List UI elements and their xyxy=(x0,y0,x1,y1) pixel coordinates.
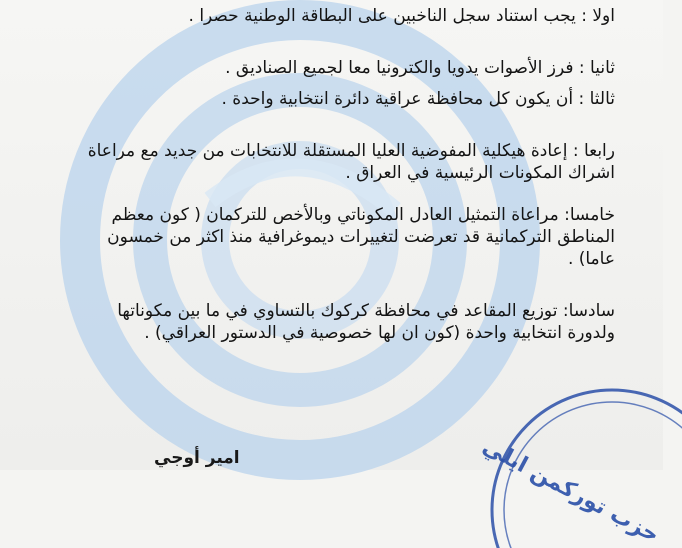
clause-4-line-1: رابعا : إعادة هيكلية المفوضية العليا المستقلة للانتخابات من جديد مع مراعاة xyxy=(87,141,615,161)
clause-4 xyxy=(55,140,615,184)
clause-5 xyxy=(55,204,615,270)
clause-3 xyxy=(55,88,615,110)
stamp-text: حزب توركمن ايلي xyxy=(478,434,664,548)
clause-1 xyxy=(55,5,615,27)
clause-2-line-1: ثانيا : فرز الأصوات يدويا والكترونيا معا لجميع الصناديق . xyxy=(225,58,615,78)
clause-5-line-2: المناطق التركمانية قد تعرضت لتغييرات ديموغرافية منذ اكثر من خمسون xyxy=(107,227,615,247)
clause-5-line-1: خامسا: مراعاة التمثيل العادل المكوناتي وبالأخص للتركمان ( كون معظم xyxy=(111,205,615,225)
signature-name: امير أوجي xyxy=(154,448,240,468)
clause-1-line-1: اولا : يجب استناد سجل الناخبين على البطاقة الوطنية حصرا . xyxy=(188,6,615,26)
clause-4-line-2: اشراك المكونات الرئيسية في العراق . xyxy=(345,163,615,183)
clause-6-line-2: ولدورة انتخابية واحدة (كون ان لها خصوصية في الدستور العراقي) . xyxy=(144,323,615,343)
clause-6 xyxy=(55,300,615,344)
clause-3-line-1: ثالثا : أن يكون كل محافظة عراقية دائرة انتخابية واحدة . xyxy=(221,89,615,109)
clause-2 xyxy=(55,57,615,79)
clause-6-line-1: سادسا: توزيع المقاعد في محافظة كركوك بالتساوي في ما بين مكوناتها xyxy=(117,301,615,321)
clause-5-line-3: عاما) . xyxy=(567,249,615,269)
